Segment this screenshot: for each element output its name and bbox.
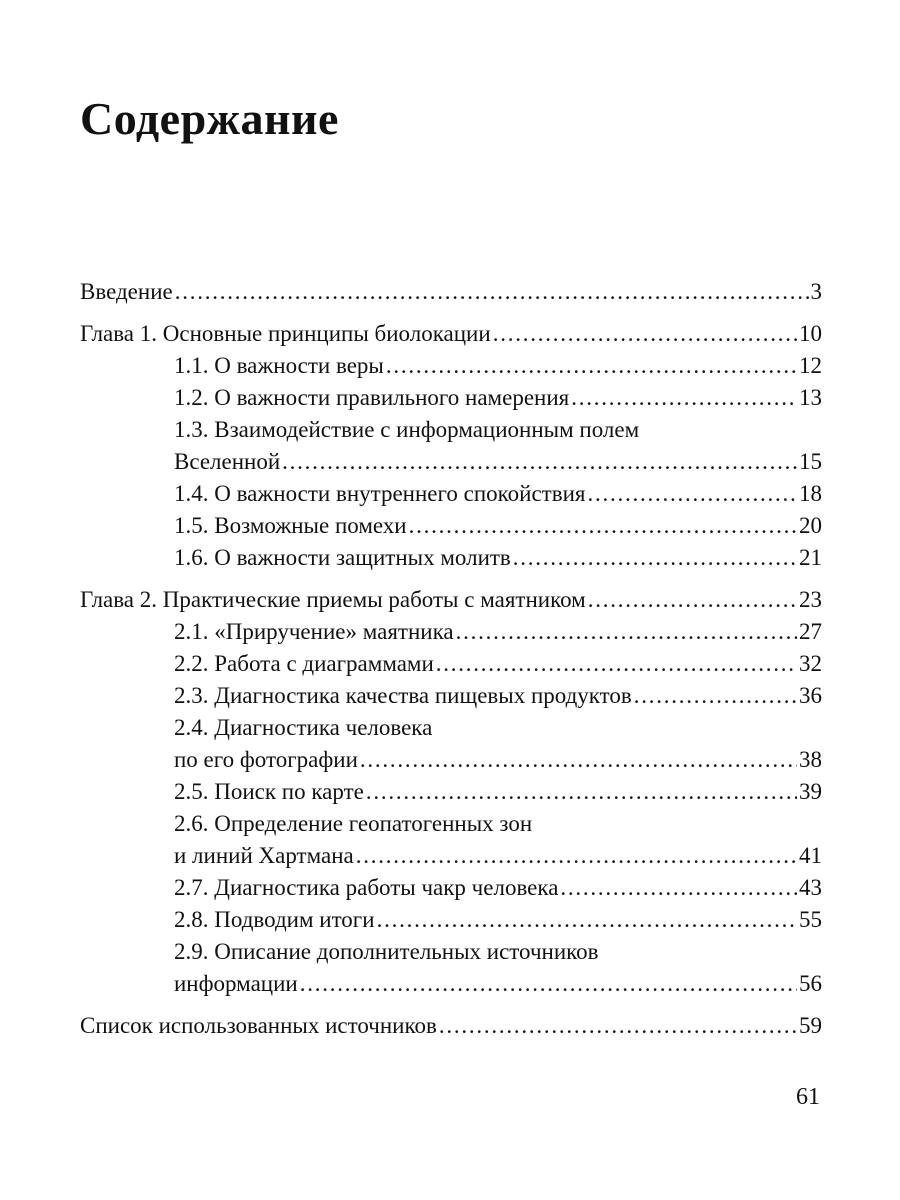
toc-entry-2-4-line-2[interactable] bbox=[80, 744, 822, 776]
toc-entry-label: 1.6. О важности защитных молитв bbox=[174, 545, 511, 570]
toc-entry-label: 1.2. О важности правильного намерения bbox=[174, 385, 570, 410]
toc-entry-2-7[interactable] bbox=[80, 872, 822, 904]
dot-leader bbox=[282, 446, 797, 478]
toc-entry-2-5[interactable] bbox=[80, 776, 822, 808]
toc-entry-1-1[interactable] bbox=[80, 350, 822, 382]
toc-entry-page: 23 bbox=[799, 587, 822, 612]
dot-leader bbox=[300, 968, 797, 1000]
dot-leader bbox=[409, 510, 797, 542]
toc-entry-label: и линий Хартмана bbox=[174, 843, 354, 868]
toc-entry-2-8[interactable] bbox=[80, 904, 822, 936]
toc-entry-page: 43 bbox=[799, 875, 822, 900]
toc-entry-label: Список использованных источников bbox=[80, 1013, 437, 1038]
toc-entry-label: Глава 1. Основные принципы биолокации bbox=[80, 321, 491, 346]
toc-entry-label: 2.2. Работа с диаграммами bbox=[174, 651, 434, 676]
toc-entry-page: 13 bbox=[799, 385, 822, 410]
toc-entry-label: Глава 2. Практические приемы работы с маятником bbox=[80, 587, 586, 612]
toc-entry-page: 15 bbox=[799, 449, 822, 474]
toc-entry-page: 27 bbox=[799, 619, 822, 644]
toc-entry-chapter-2[interactable] bbox=[80, 584, 822, 616]
toc-entry-page: 38 bbox=[799, 747, 822, 772]
toc-entry-page: 39 bbox=[799, 779, 822, 804]
toc-entry-label: 1.1. О важности веры bbox=[174, 353, 384, 378]
toc-entry-2-2[interactable] bbox=[80, 648, 822, 680]
dot-leader bbox=[560, 872, 797, 904]
table-of-contents bbox=[80, 276, 822, 1042]
toc-entry-label: 2.1. «Приручение» маятника bbox=[174, 619, 454, 644]
toc-entry-page: 21 bbox=[799, 545, 822, 570]
toc-entry-label: 2.6. Определение геопатогенных зон bbox=[174, 811, 533, 836]
toc-entry-label: 1.5. Возможные помехи bbox=[174, 513, 407, 538]
dot-leader bbox=[587, 478, 797, 510]
toc-entry-label: Вселенной bbox=[174, 449, 281, 474]
toc-entry-1-3-line-1[interactable] bbox=[80, 414, 822, 446]
toc-entry-label: 1.4. О важности внутреннего спокойствия bbox=[174, 481, 586, 506]
toc-entry-1-4[interactable] bbox=[80, 478, 822, 510]
toc-entry-2-6-line-2[interactable] bbox=[80, 840, 822, 872]
dot-leader bbox=[386, 350, 797, 382]
toc-entry-2-1[interactable] bbox=[80, 616, 822, 648]
toc-entry-page: 59 bbox=[799, 1013, 822, 1038]
dot-leader bbox=[634, 680, 797, 712]
toc-entry-page: 56 bbox=[799, 971, 822, 996]
dot-leader bbox=[377, 904, 797, 936]
toc-entry-label: информации bbox=[174, 971, 298, 996]
toc-entry-page: 36 bbox=[799, 683, 822, 708]
toc-entry-2-3[interactable] bbox=[80, 680, 822, 712]
toc-entry-label: 2.7. Диагностика работы чакр человека bbox=[174, 875, 559, 900]
toc-entry-chapter-1[interactable] bbox=[80, 318, 822, 350]
toc-entry-label: 2.9. Описание дополнительных источников bbox=[174, 939, 599, 964]
toc-entry-label: 1.3. Взаимодействие с информационным полем bbox=[174, 417, 640, 442]
toc-entry-1-2[interactable] bbox=[80, 382, 822, 414]
dot-leader bbox=[436, 648, 797, 680]
toc-entry-1-3-line-2[interactable] bbox=[80, 446, 822, 478]
toc-entry-2-4-line-1[interactable] bbox=[80, 712, 822, 744]
dot-leader bbox=[571, 382, 797, 414]
toc-entry-page: 3 bbox=[810, 279, 822, 304]
dot-leader bbox=[493, 318, 797, 350]
dot-leader bbox=[588, 584, 797, 616]
toc-entry-2-9-line-1[interactable] bbox=[80, 936, 822, 968]
toc-entry-introduction[interactable] bbox=[80, 276, 822, 308]
toc-entry-page: 12 bbox=[799, 353, 822, 378]
toc-entry-2-6-line-1[interactable] bbox=[80, 808, 822, 840]
dot-leader bbox=[456, 616, 797, 648]
dot-leader bbox=[175, 276, 809, 308]
toc-entry-1-5[interactable] bbox=[80, 510, 822, 542]
toc-entry-references[interactable] bbox=[80, 1010, 822, 1042]
toc-entry-label: 2.5. Поиск по карте bbox=[174, 779, 364, 804]
page-number: 61 bbox=[796, 1084, 820, 1110]
toc-entry-page: 41 bbox=[799, 843, 822, 868]
dot-leader bbox=[513, 542, 797, 574]
toc-entry-2-9-line-2[interactable] bbox=[80, 968, 822, 1000]
toc-entry-page: 20 bbox=[799, 513, 822, 538]
dot-leader bbox=[356, 840, 797, 872]
toc-entry-label: 2.8. Подводим итоги bbox=[174, 907, 375, 932]
dot-leader bbox=[439, 1010, 797, 1042]
toc-entry-page: 18 bbox=[799, 481, 822, 506]
toc-entry-label: Введение bbox=[80, 279, 173, 304]
toc-entry-label: по его фотографии bbox=[174, 747, 358, 772]
toc-entry-page: 32 bbox=[799, 651, 822, 676]
toc-entry-page: 55 bbox=[799, 907, 822, 932]
toc-entry-1-6[interactable] bbox=[80, 542, 822, 574]
toc-entry-label: 2.4. Диагностика человека bbox=[174, 715, 433, 740]
toc-entry-page: 10 bbox=[799, 321, 822, 346]
dot-leader bbox=[366, 776, 797, 808]
dot-leader bbox=[360, 744, 797, 776]
page-title: Содержание bbox=[80, 93, 339, 144]
toc-entry-label: 2.3. Диагностика качества пищевых продуктов bbox=[174, 683, 632, 708]
